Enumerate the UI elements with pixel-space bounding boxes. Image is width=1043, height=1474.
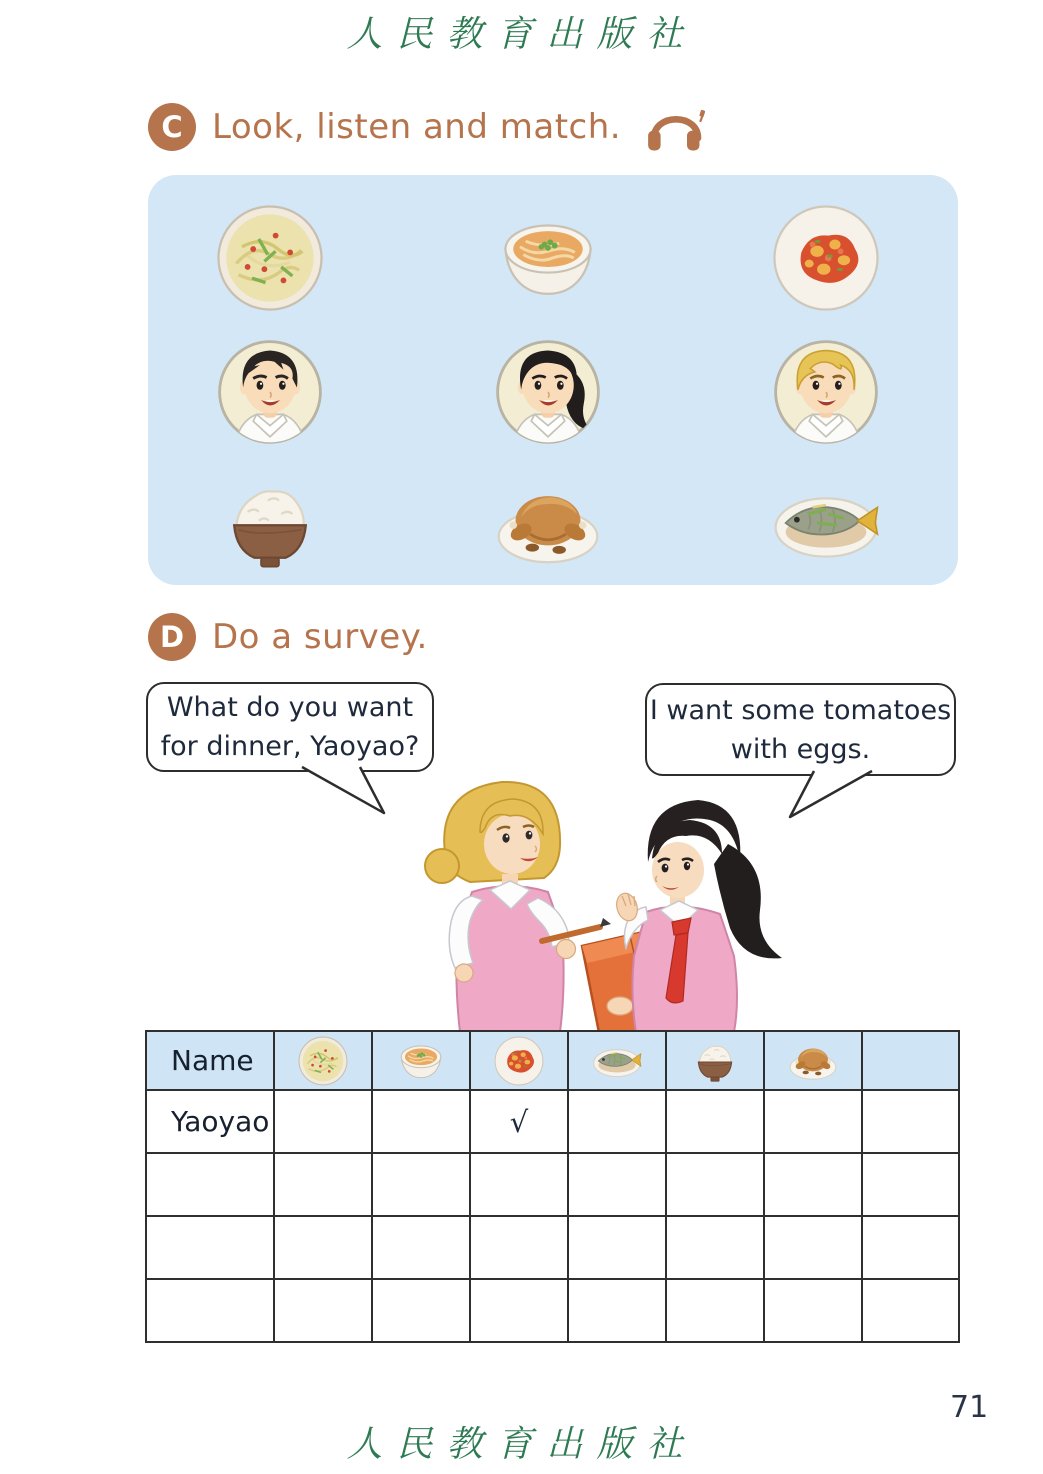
bubble-tail [296, 767, 396, 815]
survey-cell[interactable] [764, 1279, 862, 1342]
survey-cell[interactable] [666, 1216, 764, 1279]
survey-cell[interactable] [372, 1216, 470, 1279]
survey-cell[interactable] [764, 1090, 862, 1153]
speech-line: What do you want [166, 692, 414, 723]
survey-cell[interactable] [862, 1090, 959, 1153]
survey-cell[interactable] [568, 1090, 666, 1153]
survey-cell[interactable] [568, 1216, 666, 1279]
speech-bubble-answer [645, 683, 956, 776]
survey-cell[interactable] [274, 1153, 372, 1216]
survey-table [145, 1030, 960, 1343]
survey-cell[interactable] [568, 1279, 666, 1342]
column-header-chicken-icon [764, 1031, 862, 1090]
survey-cell[interactable] [862, 1279, 959, 1342]
survey-cell[interactable] [470, 1279, 568, 1342]
survey-cell[interactable] [372, 1153, 470, 1216]
match-item-tomato-eggs[interactable] [770, 202, 882, 314]
survey-row-empty [146, 1216, 959, 1279]
page-number: 71 [950, 1390, 989, 1425]
survey-cell[interactable] [666, 1279, 764, 1342]
column-header-tomato-eggs-icon [470, 1031, 568, 1090]
publisher-logo-top: 人民教育出版社 [346, 14, 697, 55]
match-activity-panel [148, 175, 958, 585]
survey-cell[interactable] [862, 1153, 959, 1216]
survey-row-empty [146, 1279, 959, 1342]
section-c-title: Look, listen and match. [212, 107, 622, 147]
student-name-cell[interactable] [146, 1216, 274, 1279]
headphones-icon [643, 100, 709, 154]
student-name-cell[interactable] [146, 1153, 274, 1216]
section-d-title: Do a survey. [212, 617, 428, 657]
column-header-noodles-icon [274, 1031, 372, 1090]
survey-cell[interactable] [274, 1090, 372, 1153]
section-d-header [148, 613, 428, 661]
match-item-rice[interactable] [214, 467, 326, 579]
section-d-badge: D [148, 613, 196, 661]
survey-cell-checked[interactable]: √ [470, 1090, 568, 1153]
survey-cell[interactable] [470, 1153, 568, 1216]
section-c-badge: C [148, 103, 196, 151]
girl-ponytail [614, 800, 782, 1032]
survey-cell[interactable] [764, 1153, 862, 1216]
survey-cell[interactable] [666, 1090, 764, 1153]
bubble-tail [756, 771, 906, 819]
student-name-cell[interactable] [146, 1279, 274, 1342]
survey-cell[interactable] [274, 1279, 372, 1342]
publisher-logo-bottom: 人民教育出版社 [346, 1424, 697, 1465]
match-item-chicken[interactable] [492, 467, 604, 579]
student-name-cell: Yaoyao [146, 1090, 274, 1153]
name-column-header: Name [146, 1031, 274, 1090]
survey-cell[interactable] [470, 1216, 568, 1279]
speech-line: for dinner, Yaoyao? [160, 731, 420, 762]
column-header-rice-icon [666, 1031, 764, 1090]
speech-line: with eggs. [730, 733, 871, 765]
survey-cell[interactable] [862, 1216, 959, 1279]
survey-cell[interactable] [274, 1216, 372, 1279]
match-item-boy-black[interactable] [214, 336, 326, 448]
students-talking-illustration [330, 760, 790, 1032]
match-item-boy-blonde[interactable] [770, 336, 882, 448]
column-header-noodle-soup-icon [372, 1031, 470, 1090]
survey-row-empty [146, 1153, 959, 1216]
survey-row-yaoyao [146, 1090, 959, 1153]
survey-cell[interactable] [666, 1153, 764, 1216]
column-header-extra [862, 1031, 959, 1090]
survey-header-row [146, 1031, 959, 1090]
survey-cell[interactable] [568, 1153, 666, 1216]
survey-cell[interactable] [764, 1216, 862, 1279]
survey-cell[interactable] [372, 1090, 470, 1153]
speech-bubble-question [146, 682, 434, 772]
match-item-noodles[interactable] [214, 202, 326, 314]
section-c-header [148, 100, 709, 154]
match-item-noodle-soup[interactable] [492, 202, 604, 314]
speech-line: I want some tomatoes [649, 694, 952, 726]
match-item-girl-ponytail[interactable] [492, 336, 604, 448]
match-item-fish[interactable] [770, 467, 882, 579]
survey-cell[interactable] [372, 1279, 470, 1342]
column-header-fish-icon [568, 1031, 666, 1090]
